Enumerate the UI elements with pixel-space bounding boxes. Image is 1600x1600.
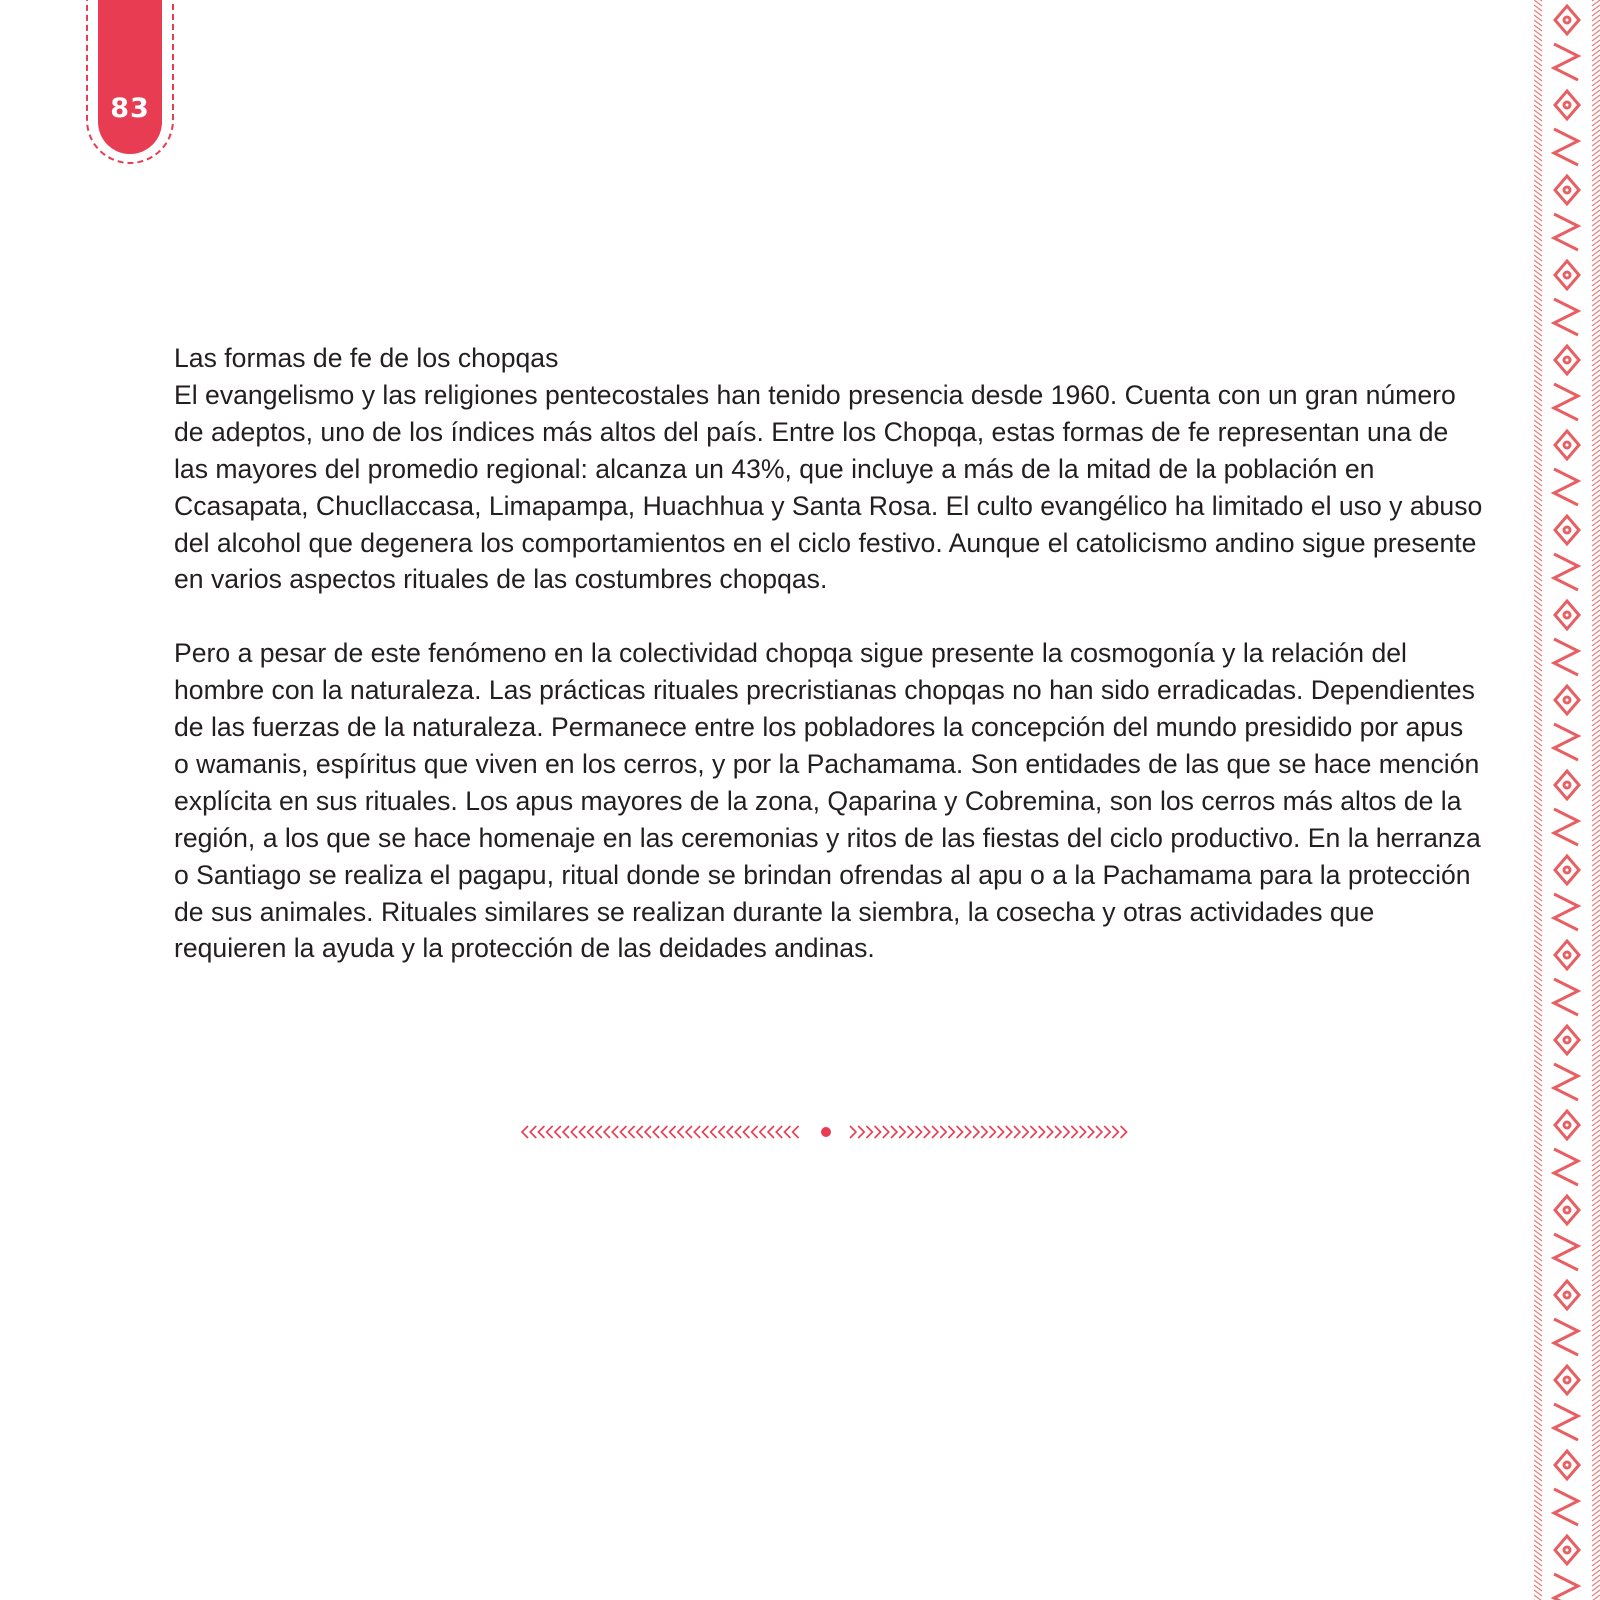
page-number: 83 <box>110 93 150 124</box>
section-title: Las formas de fe de los chopqas <box>174 343 559 373</box>
textile-border-pattern <box>1534 0 1600 1600</box>
page-tab <box>98 0 162 154</box>
article-body <box>174 340 1484 967</box>
paragraph: El evangelismo y las religiones pentecostales han tenido presencia desde 1960. Cuenta con un gran número de adeptos, uno de los índices más altos del país. Entre los Chopqa, estas formas de fe representan una de las mayores del promedio regional: alcanza un 43%, que incluye a más de la mitad de la población en Ccasapata, Chucllaccasa, Limapampa, Huachhua y Santa Rosa. El culto evangélico ha limitado el uso y abuso del alcohol que degenera los comportamientos en el ciclo festivo. Aunque el catolicismo andino sigue presente en varios aspectos rituales de las costumbres chopqas. <box>174 379 1483 595</box>
paragraph: Pero a pesar de este fenómeno en la colectividad chopqa sigue presente la cosmogonía y la relación del hombre con la naturaleza. Las prácticas rituales precristianas chopqas no han sido erradicadas. Dependientes de las fuerzas de la naturaleza. Permanece entre los pobladores la concepción del mundo presidido por apus o wamanis, espíritus que viven en los cerros, y por la Pachamama. Son entidades de las que se hace mención explícita en sus rituales. Los apus mayores de la zona, Qaparina y Cobremina, son los cerros más altos de la región, a los que se hace homenaje en las ceremonias y ritos de las fiestas del ciclo productivo. En la herranza o Santiago se realiza el pagapu, ritual donde se brindan ofrendas al apu o a la Pachamama para la protección de sus animales. Rituales similares se realizan durante la siembra, la cosecha y otras actividades que requieren la ayuda y la protección de las deidades andinas. <box>174 638 1481 964</box>
chevron-divider-icon <box>520 1122 1132 1142</box>
